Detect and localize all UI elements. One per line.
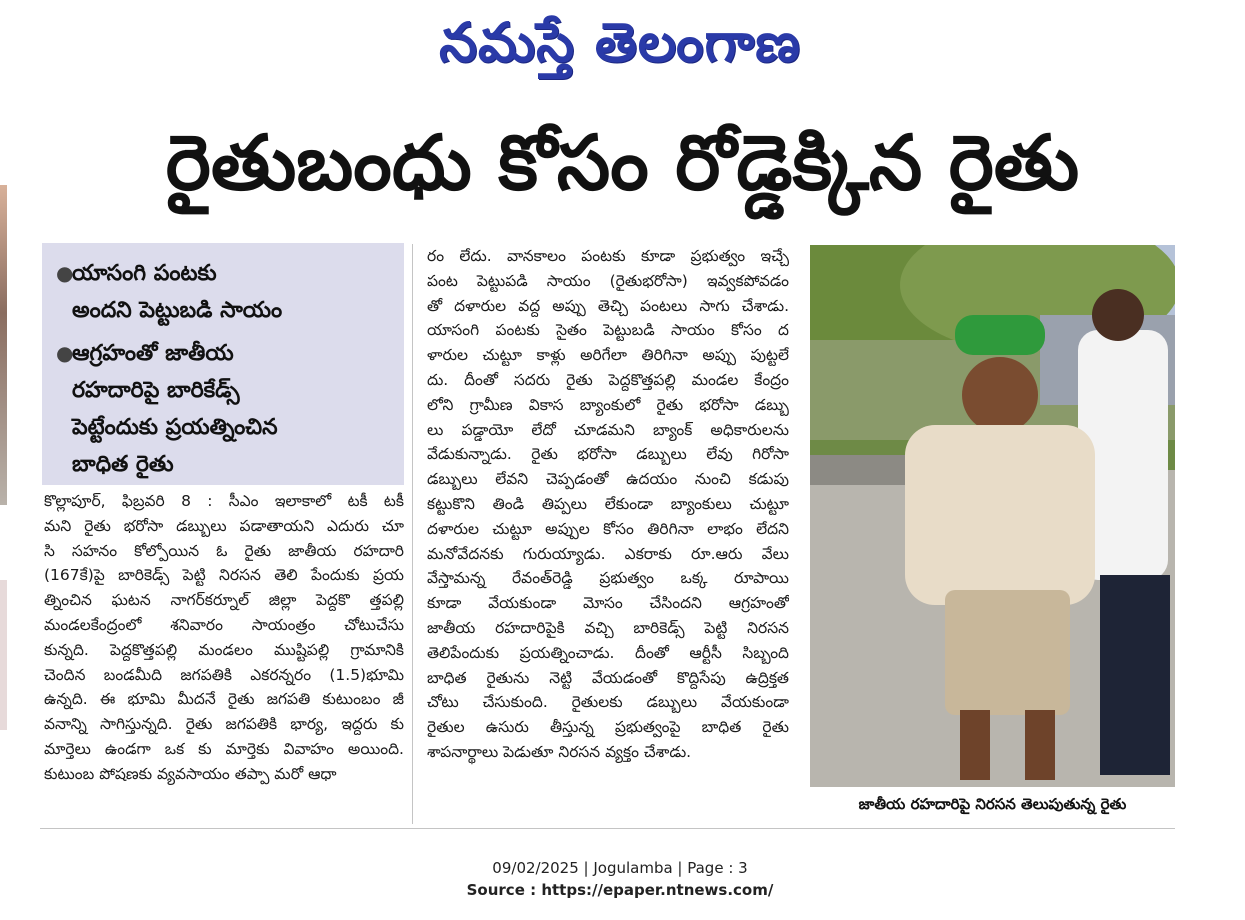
body-line: వనాన్ని సాగిస్తున్నది. రైతు జగపతికి భార్య, ఇద్దరు కు [44, 715, 404, 734]
body-line: కూడా వేయకుండా మోసం చేసిందని ఆగ్రహంతో [427, 594, 789, 613]
highlight-item [56, 335, 394, 483]
highlight-line: యాసంగి పంటకు [72, 261, 217, 286]
body-line: శాపనార్థాలు పెడుతూ నిరసన వ్యక్తం చేశాడు. [427, 742, 692, 761]
highlights-box [42, 243, 404, 485]
footer-date-edition: 09/02/2025 | Jogulamba | Page : 3 [492, 859, 748, 877]
body-line: దు. దీంతో సదరు రైతు పెద్దకొత్తపల్లి మండల కేంద్రం [427, 370, 789, 389]
body-line: రైతుల ఉసురు తీస్తున్న ప్రభుత్వంపై బాధిత రైతు [427, 718, 789, 737]
body-line: మార్తెలు ఉండగా ఒక కు మార్తెకు వివాహం అయింది. [44, 739, 404, 758]
article-photo [810, 245, 1175, 787]
bottom-rule [40, 828, 1175, 829]
photo-illustration [810, 245, 1175, 787]
body-line: కొల్లాపూర్, ఫిబ్రవరి 8 : సీఎం ఇలాకాలో టకీ టకీ [44, 492, 404, 510]
highlight-line: అందని పెట్టుబడి సాయం [72, 298, 283, 323]
adjacent-ad-edge [0, 580, 7, 730]
body-line: వేడుకున్నాడు. రైతు భరోసా డబ్బులు లేవు గిరోసా [427, 445, 789, 464]
newspaper-masthead: నమస్తే తెలంగాణ [439, 11, 801, 74]
body-line: పంట పెట్టుపడి సాయం (రైతుభరోసా) ఇవ్వకపోవడం [427, 271, 789, 290]
footer-source: Source : https://epaper.ntnews.com/ [466, 881, 774, 899]
body-line: తెలిపేందుకు ప్రయత్నించాడు. దీంతో ఆర్టీసీ సిబ్బంది [427, 643, 789, 662]
body-line: మనోవేదనకు గురుయ్యాడు. ఎకరాకు రూ.ఆరు వేలు [427, 544, 789, 563]
highlight-text [72, 335, 278, 483]
body-line: కట్టుకొని తిండి తిప్పలు లేకుండా బ్యాంకులు చుట్టూ [427, 494, 789, 513]
article-column-2 [427, 244, 789, 765]
highlight-text [72, 255, 282, 329]
body-line: బాధిత రైతును నెట్టి వేయడంతో కొద్దిసేపు ఉద్రిక్తత [427, 668, 789, 687]
bullet-icon: ● [56, 341, 74, 365]
body-line: చోటు చేసుకుంది. రైతులకు డబ్బులు వేయకుండా [427, 693, 789, 712]
photo-caption: జాతీయ రహదారిపై నిరసన తెలుపుతున్న రైతు [858, 795, 1127, 813]
highlight-line: రహదారిపై బారికేడ్స్ [72, 378, 240, 403]
body-line: మండలకేంద్రంలో శనివారం సాయంత్రం చోటుచేసు [44, 615, 404, 634]
body-line: రం లేదు. వానకాలం పంటకు కూడా ప్రభుత్వం ఇచ్చే [427, 247, 789, 265]
article-headline: రైతుబంధు కోసం రోడ్డెక్కిన రైతు [165, 118, 1080, 207]
column-divider [412, 244, 413, 824]
bullet-icon: ● [56, 261, 74, 285]
body-line: వేస్తామన్న రేవంత్‌రెడ్డి ప్రభుత్వం ఒక్క రూపాయి [427, 569, 789, 588]
body-line: దళారుల చుట్టూ అప్పుల కోసం తిరిగినా లాభం లేదని [427, 519, 789, 538]
body-line: లు పడ్డాయో లేదో చూడమని బ్యాంక్ అధికారులను [427, 420, 789, 439]
highlight-line: ఆగ్రహంతో జాతీయ [72, 341, 234, 366]
body-line: త్నించిన ఘటన నాగర్‌కర్నూల్ జిల్లా పెద్దకొ త్తపల్లి [44, 591, 404, 610]
body-line: తో దళారుల వద్ద అప్పు తెచ్చి పంటలు సాగు చేశాడు. [427, 296, 789, 315]
body-line: కుటుంబ పోషణకు వ్యవసాయం తప్పా మరో ఆధా [44, 764, 337, 783]
body-line: జాతీయ రహదారిపైకి వచ్చి బారికెడ్స్ పెట్టి నిరసన [427, 618, 789, 637]
article-column-1 [44, 489, 404, 787]
body-line: ళారుల చుట్టూ కాళ్లు అరిగేలా తిరిగినా అప్పు పుట్టలే [427, 346, 789, 365]
body-line: ఉన్నది. ఈ భూమి మీదనే రైతు జగపతి కుటుంబం జీ [44, 690, 404, 709]
highlight-item [56, 255, 394, 329]
highlight-line: బాధిత రైతు [72, 452, 174, 477]
body-line: కున్నది. పెద్దకొత్తపల్లి మండలం ముష్టిపల్లి గ్రామానికి [44, 640, 404, 659]
body-line: మని రైతు భరోసా డబ్బులు పడాతాయని ఎదురు చూ [44, 516, 404, 535]
body-line: యాసంగి పంటకు సైతం పెట్టుబడి సాయం కోసం ద [427, 321, 789, 340]
body-line: లోని గ్రామీణ వికాస బ్యాంకులో రైతు భరోసా డబ్బు [427, 395, 789, 414]
highlight-line: పెట్టేందుకు ప్రయత్నించిన [72, 415, 278, 440]
body-line: సి సహనం కోల్పోయిన ఓ రైతు జాతీయ రహదారి [44, 541, 404, 560]
adjacent-photo-edge [0, 185, 7, 505]
body-line: (167కే)పై బారికెడ్స్ పెట్టి నిరసన తెలి పేందుకు ప్రయ [44, 566, 404, 585]
body-line: చెందిన బండమీది జగపతికి ఎకరన్నరం (1.5)భూమి [44, 665, 404, 684]
body-line: డబ్బులు లేవని చెప్పడంతో ఉదయం నుంచి కడుపు [427, 470, 789, 489]
